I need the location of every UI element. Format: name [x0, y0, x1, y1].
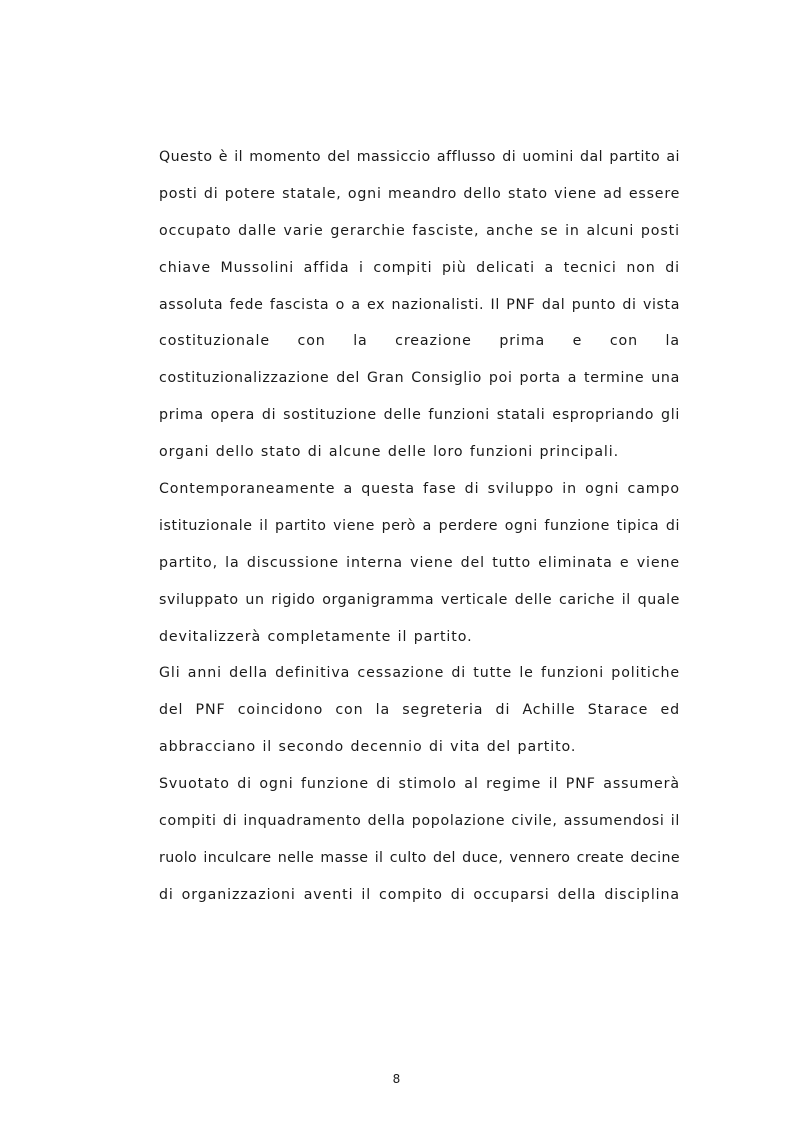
text-line: assoluta fede fascista o a ex nazionalisti. Il PNF dal punto di vista [159, 296, 680, 313]
text-line: costituzionale con la creazione prima e con la [159, 333, 680, 350]
text-line: costituzionalizzazione del Gran Consiglio poi porta a termine una [159, 370, 680, 387]
text-line: abbracciano il secondo decennio di vita del partito. [159, 739, 577, 756]
text-line: di organizzazioni aventi il compito di occuparsi della disciplina [159, 886, 680, 903]
text-line: istituzionale il partito viene però a perdere ogni funzione tipica di [159, 517, 680, 534]
text-line: chiave Mussolini affida i compiti più delicati a tecnici non di [159, 259, 680, 276]
text-line: del PNF coincidono con la segreteria di Achille Starace ed [159, 702, 680, 719]
text-line: partito, la discussione interna viene del tutto eliminata e viene [159, 554, 680, 571]
text-line: sviluppato un rigido organigramma verticale delle cariche il quale [159, 591, 680, 608]
text-line: organi dello stato di alcune delle loro funzioni principali. [159, 444, 620, 461]
page-number: 8 [392, 1072, 401, 1086]
text-line: devitalizzerà completamente il partito. [159, 628, 473, 645]
text-line: Questo è il momento del massiccio afflusso di uomini dal partito ai [159, 149, 680, 165]
text-line: ruolo inculcare nelle masse il culto del duce, vennero create decine [159, 849, 680, 866]
text-line: compiti di inquadramento della popolazione civile, assumendosi il [159, 813, 680, 830]
body-text [159, 142, 680, 917]
text-line: occupato dalle varie gerarchie fasciste, anche se in alcuni posti [159, 222, 680, 239]
text-line: Gli anni della definitiva cessazione di tutte le funzioni politiche [159, 665, 680, 682]
text-line: Svuotato di ogni funzione di stimolo al regime il PNF assumerà [159, 776, 680, 793]
text-line: prima opera di sostituzione delle funzioni statali espropriando gli [159, 407, 680, 424]
text-line: Contemporaneamente a questa fase di sviluppo in ogni campo [159, 481, 680, 498]
text-line: posti di potere statale, ogni meandro dello stato viene ad essere [159, 185, 681, 202]
